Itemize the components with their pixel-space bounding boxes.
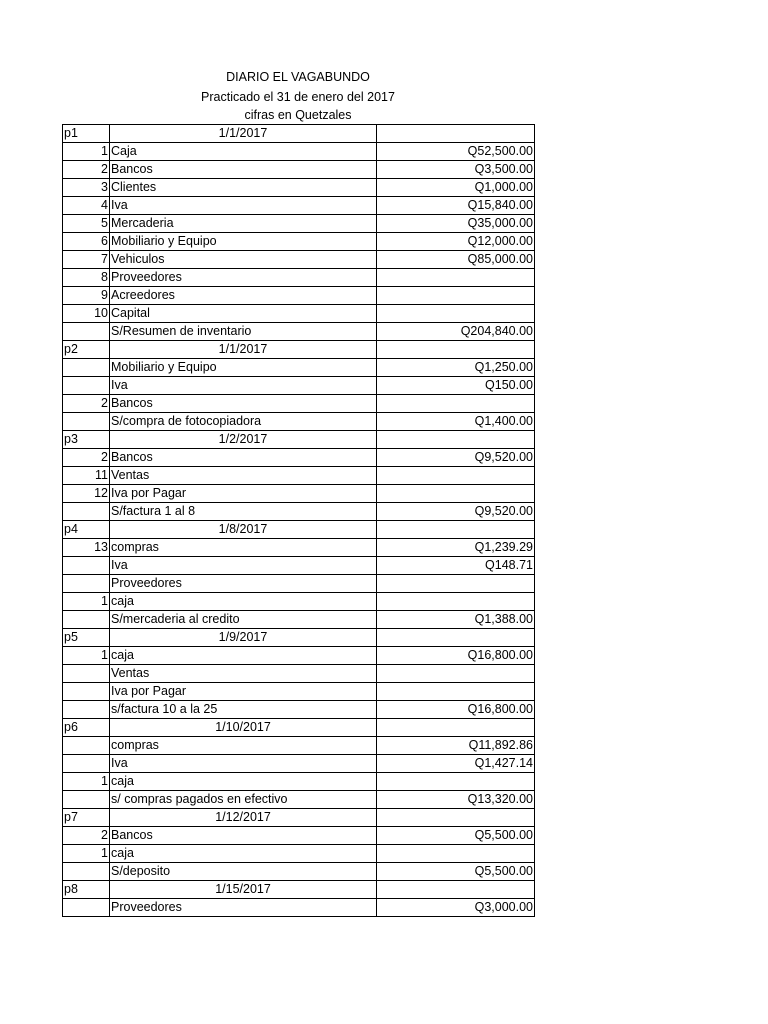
account-description: Capital bbox=[110, 305, 377, 323]
currency-note: cifras en Quetzales bbox=[244, 108, 352, 122]
amount-cell: Q1,000.00 bbox=[377, 179, 535, 197]
entry-total-amount: Q16,800.00 bbox=[377, 701, 535, 719]
account-number: 1 bbox=[63, 143, 110, 161]
amount-cell: Q11,892.86 bbox=[377, 737, 535, 755]
table-row bbox=[63, 593, 535, 611]
table-row bbox=[63, 485, 535, 503]
account-number bbox=[63, 503, 110, 521]
account-number: 5 bbox=[63, 215, 110, 233]
account-number bbox=[63, 755, 110, 773]
account-description: Mobiliario y Equipo bbox=[110, 233, 377, 251]
amount-cell: Q1,239.29 bbox=[377, 539, 535, 557]
account-description: S/mercaderia al credito bbox=[110, 611, 377, 629]
journal-subtitle: Practicado el 31 de enero del 2017 bbox=[201, 90, 395, 104]
entry-ref: p3 bbox=[63, 431, 110, 449]
table-row bbox=[63, 863, 535, 881]
table-row bbox=[63, 503, 535, 521]
amount-cell: Q3,500.00 bbox=[377, 161, 535, 179]
account-number: 11 bbox=[63, 467, 110, 485]
account-number: 2 bbox=[63, 395, 110, 413]
account-number bbox=[63, 575, 110, 593]
amount-cell bbox=[377, 125, 535, 143]
entry-date: 1/2/2017 bbox=[110, 431, 377, 449]
table-row bbox=[63, 665, 535, 683]
table-row bbox=[63, 161, 535, 179]
entry-date: 1/1/2017 bbox=[110, 125, 377, 143]
account-description: Proveedores bbox=[110, 899, 377, 917]
amount-cell bbox=[377, 521, 535, 539]
account-description: Iva por Pagar bbox=[110, 485, 377, 503]
account-description: Bancos bbox=[110, 827, 377, 845]
entry-header-row bbox=[63, 809, 535, 827]
amount-cell: Q35,000.00 bbox=[377, 215, 535, 233]
entry-ref: p5 bbox=[63, 629, 110, 647]
account-description: Iva bbox=[110, 557, 377, 575]
table-row bbox=[63, 143, 535, 161]
account-description: Caja bbox=[110, 143, 377, 161]
table-row bbox=[63, 467, 535, 485]
account-description: compras bbox=[110, 539, 377, 557]
account-number bbox=[63, 791, 110, 809]
table-row bbox=[63, 377, 535, 395]
amount-cell bbox=[377, 395, 535, 413]
account-number: 13 bbox=[63, 539, 110, 557]
amount-cell bbox=[377, 485, 535, 503]
account-number bbox=[63, 611, 110, 629]
account-description: Iva bbox=[110, 377, 377, 395]
account-description: Iva bbox=[110, 197, 377, 215]
amount-cell: Q85,000.00 bbox=[377, 251, 535, 269]
table-row bbox=[63, 773, 535, 791]
entry-header-row bbox=[63, 341, 535, 359]
account-number bbox=[63, 377, 110, 395]
entry-total-amount: Q204,840.00 bbox=[377, 323, 535, 341]
account-description: S/compra de fotocopiadora bbox=[110, 413, 377, 431]
account-number: 1 bbox=[63, 845, 110, 863]
table-row bbox=[63, 539, 535, 557]
amount-cell bbox=[377, 593, 535, 611]
account-description: Acreedores bbox=[110, 287, 377, 305]
amount-cell bbox=[377, 575, 535, 593]
amount-cell bbox=[377, 269, 535, 287]
table-row bbox=[63, 215, 535, 233]
entry-header-row bbox=[63, 881, 535, 899]
entry-ref: p4 bbox=[63, 521, 110, 539]
journal-body bbox=[63, 125, 535, 917]
amount-cell bbox=[377, 431, 535, 449]
amount-cell bbox=[377, 773, 535, 791]
account-number bbox=[63, 863, 110, 881]
entry-date: 1/9/2017 bbox=[110, 629, 377, 647]
table-row bbox=[63, 233, 535, 251]
account-description: Vehiculos bbox=[110, 251, 377, 269]
entry-header-row bbox=[63, 629, 535, 647]
account-number: 1 bbox=[63, 773, 110, 791]
account-number bbox=[63, 737, 110, 755]
account-description: Bancos bbox=[110, 161, 377, 179]
account-number: 2 bbox=[63, 449, 110, 467]
amount-cell bbox=[377, 683, 535, 701]
table-row bbox=[63, 413, 535, 431]
amount-cell: Q9,520.00 bbox=[377, 449, 535, 467]
entry-total-amount: Q13,320.00 bbox=[377, 791, 535, 809]
amount-cell: Q148.71 bbox=[377, 557, 535, 575]
account-description: Iva por Pagar bbox=[110, 683, 377, 701]
account-description: Proveedores bbox=[110, 575, 377, 593]
account-number bbox=[63, 557, 110, 575]
account-number: 3 bbox=[63, 179, 110, 197]
amount-cell bbox=[377, 719, 535, 737]
amount-cell bbox=[377, 629, 535, 647]
amount-cell bbox=[377, 341, 535, 359]
account-description: S/factura 1 al 8 bbox=[110, 503, 377, 521]
account-description: Ventas bbox=[110, 665, 377, 683]
table-row bbox=[63, 683, 535, 701]
entry-header-row bbox=[63, 719, 535, 737]
account-description: Bancos bbox=[110, 395, 377, 413]
table-row bbox=[63, 305, 535, 323]
table-row bbox=[63, 827, 535, 845]
amount-cell: Q52,500.00 bbox=[377, 143, 535, 161]
amount-cell bbox=[377, 467, 535, 485]
account-number bbox=[63, 323, 110, 341]
account-number bbox=[63, 899, 110, 917]
entry-ref: p1 bbox=[63, 125, 110, 143]
account-number bbox=[63, 413, 110, 431]
account-description: S/Resumen de inventario bbox=[110, 323, 377, 341]
table-row bbox=[63, 557, 535, 575]
account-description: Clientes bbox=[110, 179, 377, 197]
table-row bbox=[63, 737, 535, 755]
entry-header-row bbox=[63, 125, 535, 143]
table-row bbox=[63, 323, 535, 341]
account-number bbox=[63, 683, 110, 701]
account-number bbox=[63, 359, 110, 377]
account-description: caja bbox=[110, 773, 377, 791]
table-row bbox=[63, 611, 535, 629]
account-number bbox=[63, 701, 110, 719]
account-number: 12 bbox=[63, 485, 110, 503]
account-description: Mobiliario y Equipo bbox=[110, 359, 377, 377]
table-row bbox=[63, 269, 535, 287]
account-description: Mercaderia bbox=[110, 215, 377, 233]
account-description: Ventas bbox=[110, 467, 377, 485]
amount-cell: Q150.00 bbox=[377, 377, 535, 395]
account-description: caja bbox=[110, 845, 377, 863]
table-row bbox=[63, 899, 535, 917]
entry-ref: p6 bbox=[63, 719, 110, 737]
amount-cell: Q16,800.00 bbox=[377, 647, 535, 665]
entry-header-row bbox=[63, 431, 535, 449]
account-number: 1 bbox=[63, 647, 110, 665]
account-description: compras bbox=[110, 737, 377, 755]
table-row bbox=[63, 287, 535, 305]
account-description: S/deposito bbox=[110, 863, 377, 881]
entry-ref: p2 bbox=[63, 341, 110, 359]
journal-table bbox=[62, 124, 535, 917]
amount-cell: Q12,000.00 bbox=[377, 233, 535, 251]
amount-cell: Q1,250.00 bbox=[377, 359, 535, 377]
account-number: 9 bbox=[63, 287, 110, 305]
entry-date: 1/8/2017 bbox=[110, 521, 377, 539]
amount-cell: Q1,427.14 bbox=[377, 755, 535, 773]
table-row bbox=[63, 179, 535, 197]
account-description: Bancos bbox=[110, 449, 377, 467]
amount-cell bbox=[377, 809, 535, 827]
table-row bbox=[63, 449, 535, 467]
account-number bbox=[63, 665, 110, 683]
table-row bbox=[63, 701, 535, 719]
entry-date: 1/10/2017 bbox=[110, 719, 377, 737]
account-number: 4 bbox=[63, 197, 110, 215]
account-description: Iva bbox=[110, 755, 377, 773]
account-description: caja bbox=[110, 593, 377, 611]
table-row bbox=[63, 395, 535, 413]
amount-cell bbox=[377, 665, 535, 683]
account-description: Proveedores bbox=[110, 269, 377, 287]
account-number: 7 bbox=[63, 251, 110, 269]
account-number: 6 bbox=[63, 233, 110, 251]
entry-total-amount: Q5,500.00 bbox=[377, 863, 535, 881]
entry-total-amount: Q9,520.00 bbox=[377, 503, 535, 521]
amount-cell bbox=[377, 305, 535, 323]
entry-header-row bbox=[63, 521, 535, 539]
account-description: s/factura 10 a la 25 bbox=[110, 701, 377, 719]
entry-ref: p7 bbox=[63, 809, 110, 827]
account-number: 2 bbox=[63, 161, 110, 179]
account-number: 10 bbox=[63, 305, 110, 323]
entry-date: 1/12/2017 bbox=[110, 809, 377, 827]
entry-total-amount: Q1,388.00 bbox=[377, 611, 535, 629]
table-row bbox=[63, 791, 535, 809]
entry-date: 1/15/2017 bbox=[110, 881, 377, 899]
amount-cell bbox=[377, 881, 535, 899]
account-number: 2 bbox=[63, 827, 110, 845]
journal-title: DIARIO EL VAGABUNDO bbox=[226, 70, 370, 84]
entry-total-amount: Q1,400.00 bbox=[377, 413, 535, 431]
account-number: 1 bbox=[63, 593, 110, 611]
entry-date: 1/1/2017 bbox=[110, 341, 377, 359]
amount-cell: Q5,500.00 bbox=[377, 827, 535, 845]
entry-ref: p8 bbox=[63, 881, 110, 899]
amount-cell: Q15,840.00 bbox=[377, 197, 535, 215]
table-row bbox=[63, 251, 535, 269]
table-row bbox=[63, 755, 535, 773]
table-row bbox=[63, 359, 535, 377]
amount-cell bbox=[377, 845, 535, 863]
amount-cell: Q3,000.00 bbox=[377, 899, 535, 917]
amount-cell bbox=[377, 287, 535, 305]
account-number: 8 bbox=[63, 269, 110, 287]
table-row bbox=[63, 197, 535, 215]
table-row bbox=[63, 647, 535, 665]
table-row bbox=[63, 845, 535, 863]
account-description: caja bbox=[110, 647, 377, 665]
account-description: s/ compras pagados en efectivo bbox=[110, 791, 377, 809]
table-row bbox=[63, 575, 535, 593]
